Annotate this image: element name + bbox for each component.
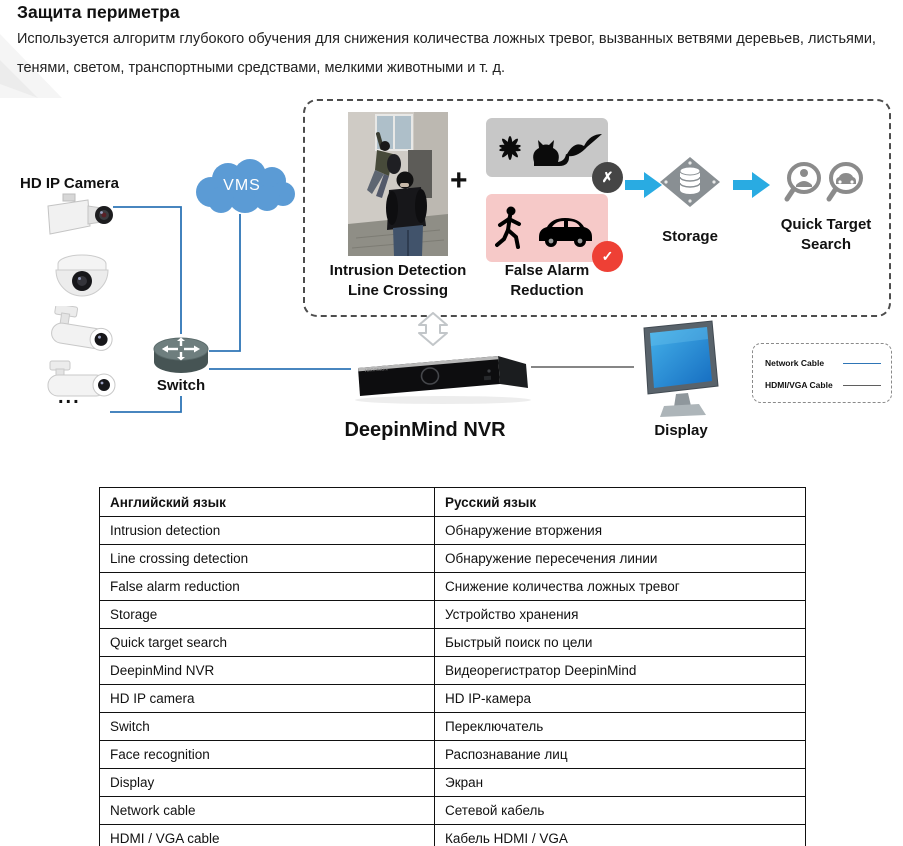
storage-label: Storage: [662, 228, 718, 245]
display-image: [636, 320, 726, 420]
hdmi-vga-cable-label: HDMI/VGA Cable: [765, 380, 833, 390]
box-camera-image: [44, 190, 118, 244]
display-label: Display: [654, 422, 708, 439]
page-title: Защита периметра: [17, 2, 180, 22]
nvr-label: DeepinMind NVR: [344, 419, 506, 441]
quick-target-search-icons: [784, 162, 868, 204]
x-icon: ✗: [601, 169, 614, 185]
cat-icon: [533, 140, 569, 166]
switch-label: Switch: [156, 377, 206, 394]
intrusion-photo: [348, 112, 448, 256]
plus-sign: +: [450, 164, 468, 197]
flow-arrow-icon: [733, 171, 771, 199]
quick-target-search-label: Quick Target Search: [780, 216, 872, 253]
pedestrian-icon: [497, 207, 519, 248]
vehicle-search-icon: [829, 164, 861, 199]
car-icon: [539, 218, 592, 247]
table-row: DeepinMind NVR Видеорегистратор DeepinMind: [100, 657, 806, 685]
table-header-row: [100, 488, 806, 517]
network-cable-swatch: [843, 363, 881, 364]
cable-legend: [752, 343, 892, 403]
nvr-brand-text: HIKVISION: [364, 366, 388, 373]
check-icon: ✓: [601, 248, 614, 264]
real-targets-box: [486, 194, 608, 262]
vms-cloud: [183, 154, 301, 216]
bird-icon: [566, 134, 602, 156]
leaf-icon: [499, 136, 522, 160]
column-header-english: Английский язык: [100, 488, 435, 517]
legend-item-network-cable: [765, 352, 881, 374]
false-alarm-label: False Alarm Reduction: [504, 262, 590, 299]
table-row: False alarm reduction Снижение количества ложных тревог: [100, 573, 806, 601]
table-row: HD IP camera HD IP-камера: [100, 685, 806, 713]
column-header-russian: Русский язык: [435, 488, 806, 517]
table-row: Intrusion detection Обнаружение вторжения: [100, 517, 806, 545]
false-alarm-sources-box: [486, 118, 608, 177]
camera-trunk-cable: [113, 207, 181, 334]
translation-table: [99, 487, 806, 846]
switch-icon: [151, 334, 211, 378]
table-row: Line crossing detection Обнаружение пересечения линии: [100, 545, 806, 573]
table-row: Quick target search Быстрый поиск по цели: [100, 629, 806, 657]
hd-ip-camera-label: HD IP Camera: [20, 175, 119, 192]
person-search-icon: [787, 164, 819, 199]
table-row: Display Экран: [100, 769, 806, 797]
vms-label: VMS: [223, 177, 261, 194]
intrusion-detection-label: Intrusion Detection Line Crossing: [329, 262, 467, 299]
table-row: Switch Переключатель: [100, 713, 806, 741]
bullet-camera-vari-image: [40, 306, 120, 358]
intro-paragraph: Используется алгоритм глубокого обучения для снижения количества ложных тревог, вызванных ветвями деревьев, листьями, тенями, светом, транспортными средствами, мелкими животными и т. д.: [17, 31, 876, 76]
vms-cable: [209, 214, 240, 351]
leaf-cat-bird-icons: [492, 126, 602, 170]
table-row: Network cable Сетевой кабель: [100, 797, 806, 825]
table-row: Face recognition Распознавание лиц: [100, 741, 806, 769]
dome-camera-image: [50, 248, 114, 304]
hdmi-vga-cable-swatch: [843, 385, 881, 386]
network-cable-label: Network Cable: [765, 358, 825, 368]
table-row: HDMI / VGA cable Кабель HDMI / VGA: [100, 825, 806, 846]
table-row: Storage Устройство хранения: [100, 601, 806, 629]
ellipsis-cable: [110, 396, 181, 412]
reject-badge: [592, 162, 623, 193]
nvr-image: [348, 338, 532, 408]
more-cameras-ellipsis: ...: [58, 386, 81, 408]
storage-icon: [657, 154, 723, 214]
pedestrian-car-icons: [495, 203, 599, 253]
legend-item-hdmi-vga-cable: [765, 374, 881, 396]
